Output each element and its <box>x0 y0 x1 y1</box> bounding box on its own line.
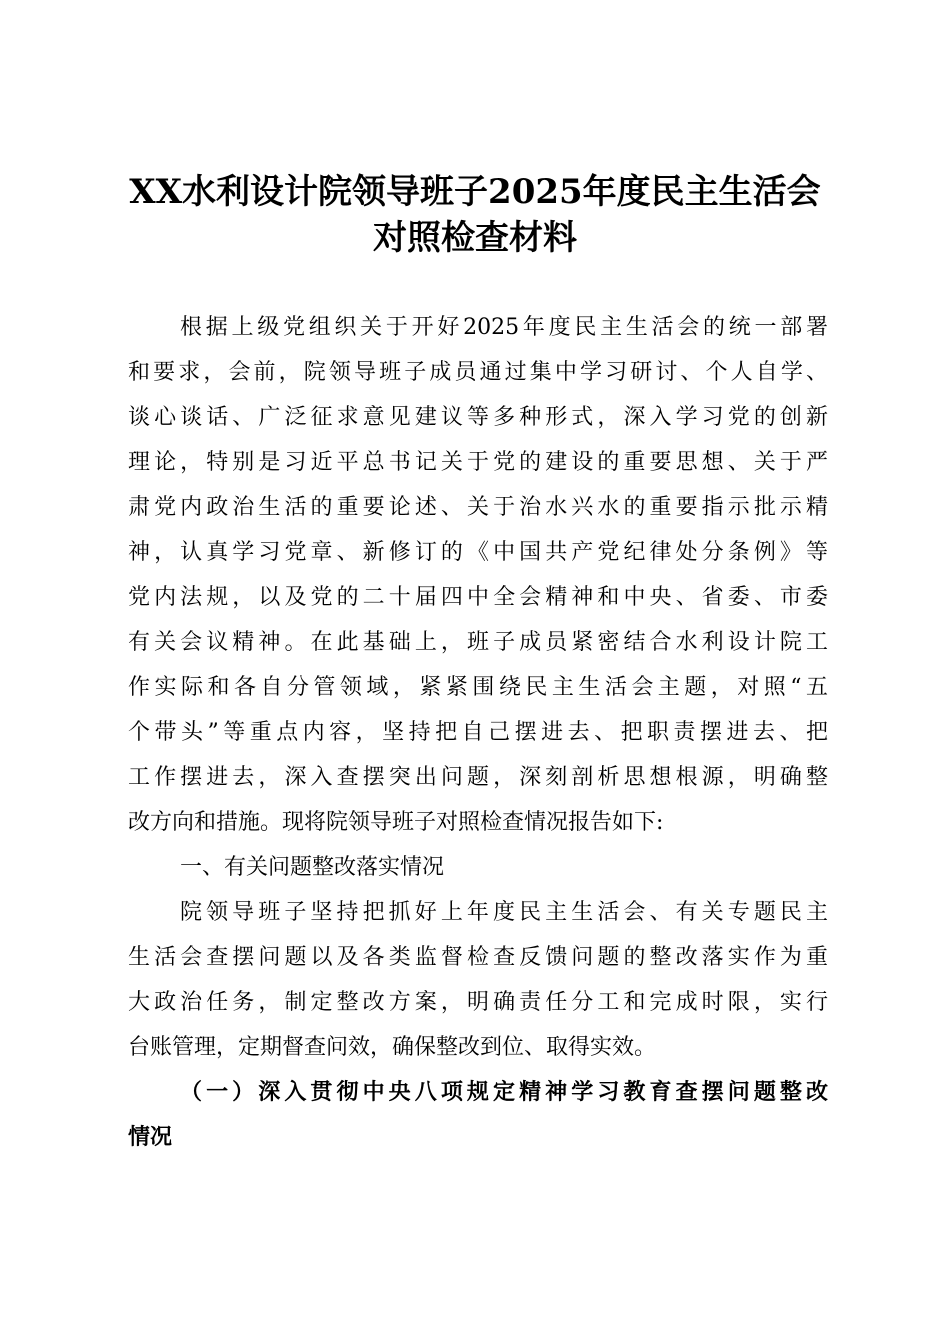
intro-paragraph-line: 作实际和各自分管领域，紧紧围绕民主生活会主题，对照“五 <box>128 675 828 700</box>
section1-paragraph-line: 台账管理，定期督查问效，确保整改到位、取得实效。 <box>128 1035 657 1060</box>
document-title-line-1: XX水利设计院领导班子2025年度民主生活会 <box>129 172 821 212</box>
intro-paragraph-line: 工作摆进去，深入查摆突出问题，深刻剖析思想根源，明确整 <box>128 765 828 790</box>
section-heading-1: 一、有关问题整改落实情况 <box>180 855 445 880</box>
intro-paragraph-line: 和要求，会前，院领导班子成员通过集中学习研讨、个人自学、 <box>128 360 828 385</box>
subsection-heading-line: 情况 <box>128 1125 173 1150</box>
intro-paragraph-line: 神，认真学习党章、新修订的《中国共产党纪律处分条例》等 <box>128 540 828 565</box>
intro-paragraph-line: 改方向和措施。现将院领导班子对照检查情况报告如下: <box>128 810 664 835</box>
intro-paragraph-line: 谈心谈话、广泛征求意见建议等多种形式，深入学习党的创新 <box>128 405 828 430</box>
intro-paragraph-line: 党内法规，以及党的二十届四中全会精神和中央、省委、市委 <box>128 585 828 610</box>
intro-paragraph-line: 理论，特别是习近平总书记关于党的建设的重要思想、关于严 <box>128 450 828 475</box>
intro-paragraph-line: 肃党内政治生活的重要论述、关于治水兴水的重要指示批示精 <box>128 495 828 520</box>
section1-paragraph-line: 大政治任务，制定整改方案，明确责任分工和完成时限，实行 <box>128 990 828 1015</box>
document-title-line-2: 对照检查材料 <box>373 218 577 258</box>
intro-paragraph-line: 有关会议精神。在此基础上，班子成员紧密结合水利设计院工 <box>128 630 828 655</box>
subsection-heading-line: （一）深入贯彻中央八项规定精神学习教育查摆问题整改 <box>180 1080 828 1105</box>
section1-paragraph-line: 生活会查摆问题以及各类监督检查反馈问题的整改落实作为重 <box>128 945 828 970</box>
intro-paragraph-line: 个带头”等重点内容，坚持把自己摆进去、把职责摆进去、把 <box>128 720 828 745</box>
section1-paragraph-line: 院领导班子坚持把抓好上年度民主生活会、有关专题民主 <box>180 900 828 925</box>
intro-paragraph-line: 根据上级党组织关于开好2025年度民主生活会的统一部署 <box>180 315 828 340</box>
